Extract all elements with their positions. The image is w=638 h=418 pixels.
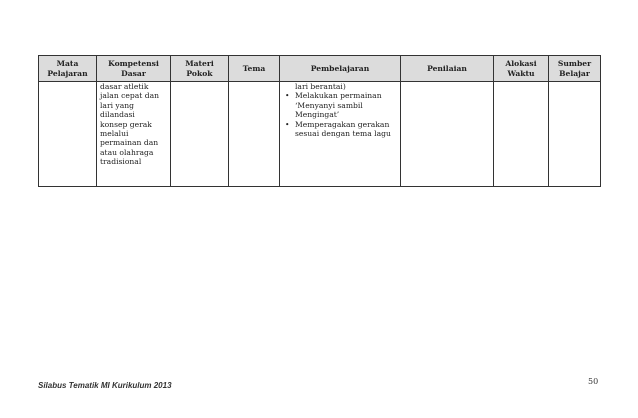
header-alokasi-waktu: Alokasi Waktu (494, 56, 549, 82)
item-line: ‘Menyanyi sambil (295, 100, 363, 110)
header-materi-pokok: Materi Pokok (171, 56, 229, 82)
list-item (295, 91, 397, 119)
list-item (295, 82, 397, 91)
kd-line: melalui (100, 129, 129, 139)
header-kompetensi-dasar: Kompetensi Dasar (97, 56, 171, 82)
header-tema: Tema (229, 56, 280, 82)
cell-mata-pelajaran (39, 82, 97, 187)
kd-line: permainan dan (100, 138, 159, 148)
page-number: 50 (588, 377, 599, 386)
kd-line: atau olahraga (100, 147, 154, 157)
header-row (39, 56, 601, 82)
header-penilaian: Penilaian (401, 56, 494, 82)
kd-line: lari yang (100, 100, 134, 110)
item-line: sesuai dengan tema lagu (295, 129, 391, 139)
list-item (295, 120, 397, 139)
cell-alokasi-waktu (494, 82, 549, 187)
item-line: Mengingat’ (295, 110, 340, 120)
cell-pembelajaran (280, 82, 401, 187)
item-line: • Memperagakan gerakan (295, 119, 390, 129)
cell-kompetensi-dasar (97, 82, 171, 187)
kd-line: dasar atletik (100, 82, 149, 91)
cell-materi-pokok (171, 82, 229, 187)
header-pembelajaran: Pembelajaran (280, 56, 401, 82)
kd-line: tradisional (100, 157, 142, 167)
cell-tema (229, 82, 280, 187)
footer-title: Silabus Tematik MI Kurikulum 2013 (38, 381, 172, 390)
header-sumber-belajar: Sumber Belajar (549, 56, 601, 82)
kd-line: konsep gerak (100, 119, 152, 129)
pembelajaran-list (283, 82, 397, 138)
cell-penilaian (401, 82, 494, 187)
kd-line: dilandasi (100, 110, 135, 120)
header-mata-pelajaran: Mata Pelajaran (39, 56, 97, 82)
item-line: • Melakukan permainan (295, 91, 382, 101)
cell-sumber-belajar (549, 82, 601, 187)
table-row (39, 82, 601, 187)
kd-line: jalan cepat dan (100, 91, 160, 101)
item-line: lari berantai) (295, 82, 346, 91)
syllabus-table (38, 55, 601, 187)
